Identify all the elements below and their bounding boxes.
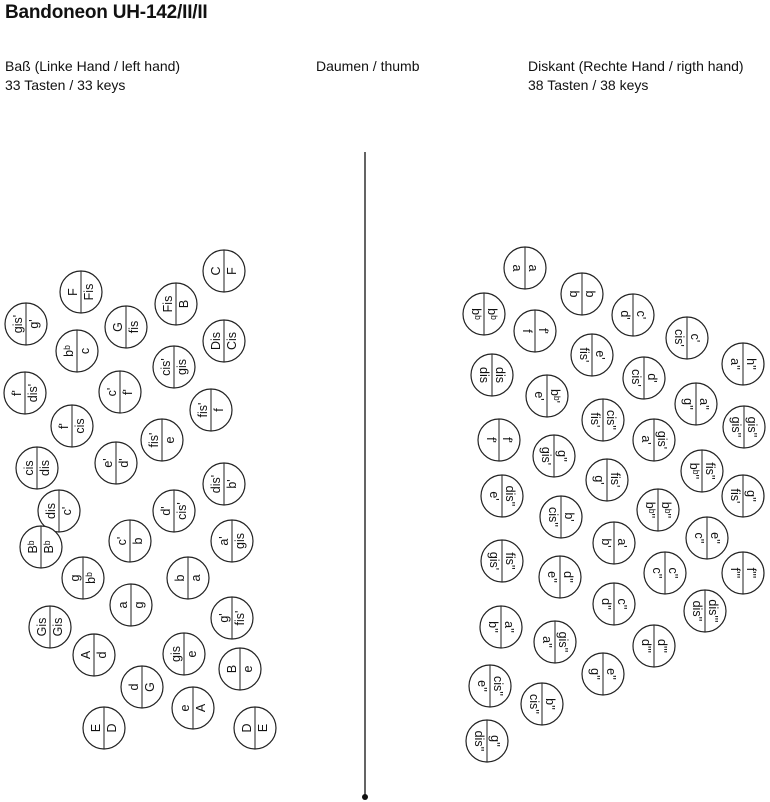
key-note-right: bᵇ'	[548, 388, 562, 404]
treble-key-ap-gisp	[633, 419, 675, 461]
key-note-left: D	[240, 723, 254, 733]
key-note-left: a'	[639, 435, 653, 445]
key-note-left: a	[116, 601, 130, 609]
key-note-left: d'	[618, 310, 632, 320]
bass-keys	[4, 250, 276, 749]
treble-key-cisp-dp	[623, 357, 665, 399]
key-note-right: e	[241, 665, 255, 673]
key-note-right: d''	[561, 571, 575, 583]
key-note-right: cis	[73, 418, 87, 434]
bass-key-dp-cisp	[153, 490, 195, 532]
key-note-left: b	[567, 290, 581, 298]
key-note-right: fis	[127, 320, 141, 334]
key-note-left: e''	[475, 680, 489, 692]
key-note-left: b''	[486, 621, 500, 633]
bass-key-b-e	[219, 648, 261, 690]
key-note-right: g''	[744, 490, 758, 502]
treble-keys	[463, 247, 765, 762]
key-note-right: g'	[27, 319, 41, 329]
key-note-right: b	[131, 537, 145, 545]
treble-key-epp-cispp	[469, 665, 511, 707]
treble-key-bp-ap	[593, 522, 635, 564]
bass-key-a-d	[73, 634, 115, 676]
bass-key-gisp-gp	[5, 303, 47, 345]
key-note-right: Bᵇ	[42, 540, 56, 554]
key-note-right: a''	[502, 621, 516, 633]
treble-key-cpp-cpp	[644, 552, 686, 594]
key-note-right: A	[194, 703, 208, 713]
page-title: Bandoneon UH-142/II/II	[5, 2, 208, 23]
bass-key-e-d	[83, 707, 125, 749]
key-note-left: f'	[10, 390, 24, 396]
bass-key-cis-dis	[16, 447, 58, 489]
key-note-right: G	[143, 682, 157, 692]
key-note-left: fis'	[588, 412, 602, 428]
bass-key-bb-c	[56, 330, 98, 372]
key-note-left: a''	[540, 636, 554, 648]
key-note-left: c'	[115, 536, 129, 546]
key-note-left: gis'	[11, 314, 25, 334]
key-note-left: d'	[159, 506, 173, 516]
key-note-right: E	[256, 723, 270, 733]
key-note-right: e	[163, 436, 177, 444]
key-note-right: fis'	[608, 472, 622, 488]
key-note-right: e	[185, 650, 199, 658]
key-note-right: dis	[38, 460, 52, 476]
key-note-right: d'	[117, 458, 131, 468]
key-note-right: Cis	[225, 331, 239, 351]
treble-key-fp-fp	[478, 419, 520, 461]
key-note-left: a	[510, 264, 524, 272]
key-note-left: a'	[217, 536, 231, 546]
key-note-left: gis'	[539, 446, 553, 466]
treble-key-cispp-bp	[540, 496, 582, 538]
key-note-left: g	[68, 574, 82, 582]
key-note-left: dis''	[690, 600, 704, 622]
treble-key-app-gispp	[534, 621, 576, 663]
bass-key-e-a	[172, 687, 214, 729]
key-note-left: B	[225, 664, 239, 674]
key-note-right: g	[132, 601, 146, 609]
key-note-left: bᵇ	[469, 308, 483, 320]
key-note-right: gis	[175, 359, 189, 375]
key-note-right: cis'	[175, 502, 189, 520]
key-note-left: fis'	[577, 347, 591, 363]
key-note-right: c	[78, 347, 92, 355]
key-note-left: f'	[57, 423, 71, 429]
bass-header-title: Baß (Linke Hand / left hand)	[5, 58, 181, 74]
key-note-right: a	[526, 264, 540, 272]
key-note-left: fis'	[728, 488, 742, 504]
treble-key-app-hpp	[722, 343, 764, 385]
key-note-left: dis	[44, 503, 58, 519]
key-note-right: b	[583, 290, 597, 298]
key-note-left: e	[178, 704, 192, 712]
treble-header-title: Diskant (Rechte Hand / rigth hand)	[528, 58, 744, 74]
bass-key-d-e	[234, 707, 276, 749]
treble-key-dp-cp	[612, 294, 654, 336]
bass-key-b-a	[167, 557, 209, 599]
key-note-right: gis''	[745, 416, 759, 438]
key-note-left: gis''	[729, 416, 743, 438]
treble-key-gispp-gispp	[723, 406, 765, 448]
key-note-left: bᵇ	[62, 345, 76, 357]
treble-key-dpp-cpp	[593, 583, 635, 625]
key-note-left: Fis	[161, 295, 175, 313]
key-note-right: b'	[562, 512, 576, 522]
bass-key-gis-gis	[29, 606, 71, 648]
key-note-left: cis	[22, 460, 36, 476]
key-note-left: F	[66, 288, 80, 296]
treble-key-f-fp	[514, 310, 556, 352]
bass-key-g-bb	[62, 557, 104, 599]
key-note-left: d'''	[639, 638, 653, 654]
treble-key-ep-dispp	[481, 475, 523, 517]
key-note-right: a''	[697, 398, 711, 410]
bass-key-fp-cis	[51, 405, 93, 447]
key-note-right: gis''	[556, 631, 570, 653]
treble-key-bb-bb	[463, 293, 505, 335]
key-note-right: cis''	[491, 675, 505, 697]
key-note-left: Gis	[35, 617, 49, 637]
key-note-left: E	[89, 723, 103, 733]
key-note-right: e''	[708, 532, 722, 544]
bass-header-count: 33 Tasten / 33 keys	[5, 77, 126, 93]
key-note-right: f	[212, 408, 226, 412]
key-note-left: f	[520, 329, 534, 333]
key-note-left: c''	[692, 532, 706, 544]
treble-key-fisp-cispp	[582, 399, 624, 441]
bass-key-fp-disp	[4, 372, 46, 414]
key-note-right: bᵇ	[485, 308, 499, 320]
bass-key-cp-fp	[99, 371, 141, 413]
key-note-left: b'	[599, 538, 613, 548]
key-note-right: f'	[500, 437, 514, 443]
key-note-right: dis''	[503, 485, 517, 507]
key-note-left: cis'	[159, 358, 173, 376]
treble-key-dppp-dppp	[633, 625, 675, 667]
key-note-left: cis'	[672, 329, 686, 347]
key-note-left: G	[111, 322, 125, 332]
key-note-right: dis'''	[706, 599, 720, 623]
key-note-right: d	[95, 651, 109, 659]
key-note-left: c'	[105, 387, 119, 397]
key-note-right: Fis	[82, 283, 96, 301]
bass-key-cisp-gis	[153, 346, 195, 388]
key-note-right: e'	[593, 350, 607, 360]
key-note-right: c''	[615, 598, 629, 610]
bass-key-cp-b	[109, 520, 151, 562]
bass-key-fisp-f	[190, 389, 232, 431]
key-note-left: cis''	[527, 693, 541, 715]
bass-key-c-f	[203, 250, 245, 292]
treble-key-gisp-gpp	[533, 435, 575, 477]
treble-key-cisp-cp	[666, 317, 708, 359]
key-note-left: bᵇ''	[643, 501, 657, 519]
key-note-left: g''	[588, 668, 602, 680]
key-note-left: d	[127, 683, 141, 691]
key-note-right: fis'	[233, 610, 247, 626]
key-note-right: gis	[233, 533, 247, 549]
bass-key-ep-dp	[95, 442, 137, 484]
key-note-right: Gis	[51, 617, 65, 637]
key-note-right: cis''	[604, 409, 618, 431]
key-note-left: f'	[484, 437, 498, 443]
key-note-left: C	[209, 266, 223, 276]
key-note-right: b''	[543, 698, 557, 710]
key-note-right: bᵇ	[84, 572, 98, 584]
key-note-right: bᵇ''	[659, 501, 673, 519]
key-note-right: dis'	[26, 383, 40, 403]
key-note-left: fis'	[196, 402, 210, 418]
bass-key-fisp-e	[141, 419, 183, 461]
treble-key-dispp-disppp	[684, 590, 726, 632]
key-note-right: b'	[225, 479, 239, 489]
thumb-header-title: Daumen / thumb	[316, 58, 420, 74]
key-note-right: d'''	[655, 638, 669, 654]
treble-key-dis-dis	[471, 354, 513, 396]
bass-key-disp-bp	[203, 463, 245, 505]
key-note-left: A	[79, 650, 93, 660]
key-note-left: d''	[599, 598, 613, 610]
treble-key-fppp-fppp	[722, 552, 764, 594]
key-note-left: a''	[728, 358, 742, 370]
key-note-right: g''	[488, 735, 502, 747]
treble-key-bpp-app	[480, 606, 522, 648]
key-note-right: e''	[604, 668, 618, 680]
key-note-left: Dis	[209, 331, 223, 351]
key-note-right: f'''	[744, 567, 758, 579]
treble-key-gp-fisp	[586, 459, 628, 501]
key-note-left: b	[173, 574, 187, 582]
key-note-right: h''	[744, 358, 758, 370]
treble-key-epp-dpp	[539, 556, 581, 598]
key-note-right: a'	[615, 538, 629, 548]
key-note-left: g'	[217, 613, 231, 623]
treble-key-gpp-epp	[582, 653, 624, 695]
key-note-right: fis''	[703, 462, 717, 480]
key-note-left: g'	[592, 475, 606, 485]
treble-key-a-a	[504, 247, 546, 289]
key-note-left: cis''	[546, 506, 560, 528]
key-note-right: fis''	[503, 552, 517, 570]
treble-key-ep-bbp	[526, 375, 568, 417]
bass-key-ap-gis	[211, 520, 253, 562]
key-note-left: c''	[650, 567, 664, 579]
treble-key-cispp-bpp	[521, 683, 563, 725]
treble-key-dispp-gpp	[466, 720, 508, 762]
treble-key-gpp-app	[675, 383, 717, 425]
bass-key-g-fis	[105, 306, 147, 348]
bass-key-dis-cis	[203, 320, 245, 362]
key-note-left: dis''	[472, 730, 486, 752]
key-note-left: fis'	[147, 432, 161, 448]
key-note-left: Bᵇ	[26, 540, 40, 554]
treble-key-fisp-ep	[571, 334, 613, 376]
key-note-right: a	[189, 574, 203, 582]
key-note-right: c'	[60, 506, 74, 516]
bass-key-a-g	[110, 584, 152, 626]
key-note-left: f'''	[728, 567, 742, 579]
treble-key-bbpp-fispp	[681, 450, 723, 492]
key-note-right: F	[225, 267, 239, 275]
treble-key-bbpp-bbpp	[637, 489, 679, 531]
key-note-left: e'	[487, 491, 501, 501]
key-note-left: bᵇ''	[687, 462, 701, 480]
thumb-divider-dot	[362, 794, 368, 800]
key-note-right: c'	[688, 333, 702, 343]
key-note-right: d'	[645, 373, 659, 383]
key-note-left: g''	[681, 398, 695, 410]
key-note-right: dis	[493, 367, 507, 383]
key-note-right: f'	[121, 389, 135, 395]
bass-key-f-fis	[60, 271, 102, 313]
key-note-left: dis	[477, 367, 491, 383]
treble-key-b-b	[561, 273, 603, 315]
key-note-left: e'	[101, 458, 115, 468]
treble-key-gisp-fispp	[481, 540, 523, 582]
key-note-left: e''	[545, 571, 559, 583]
key-note-right: f'	[536, 328, 550, 334]
key-note-right: c''	[666, 567, 680, 579]
bass-key-d-g	[121, 666, 163, 708]
bass-key-gis-e	[163, 633, 205, 675]
key-note-left: cis'	[629, 369, 643, 387]
key-note-left: gis	[169, 646, 183, 662]
bass-key-gp-fisp	[211, 597, 253, 639]
bass-key-fis-b	[155, 283, 197, 325]
key-note-right: B	[177, 299, 191, 309]
key-note-left: gis'	[487, 551, 501, 571]
key-note-left: e'	[532, 391, 546, 401]
bass-key-bb-bb	[20, 526, 62, 568]
key-note-left: dis'	[209, 474, 223, 494]
key-note-right: g''	[555, 450, 569, 462]
key-note-right: gis'	[655, 430, 669, 450]
key-note-right: c'	[634, 310, 648, 320]
treble-key-cpp-epp	[686, 517, 728, 559]
treble-key-fisp-gpp	[722, 475, 764, 517]
key-note-right: D	[105, 723, 119, 733]
treble-header-count: 38 Tasten / 38 keys	[528, 77, 649, 93]
